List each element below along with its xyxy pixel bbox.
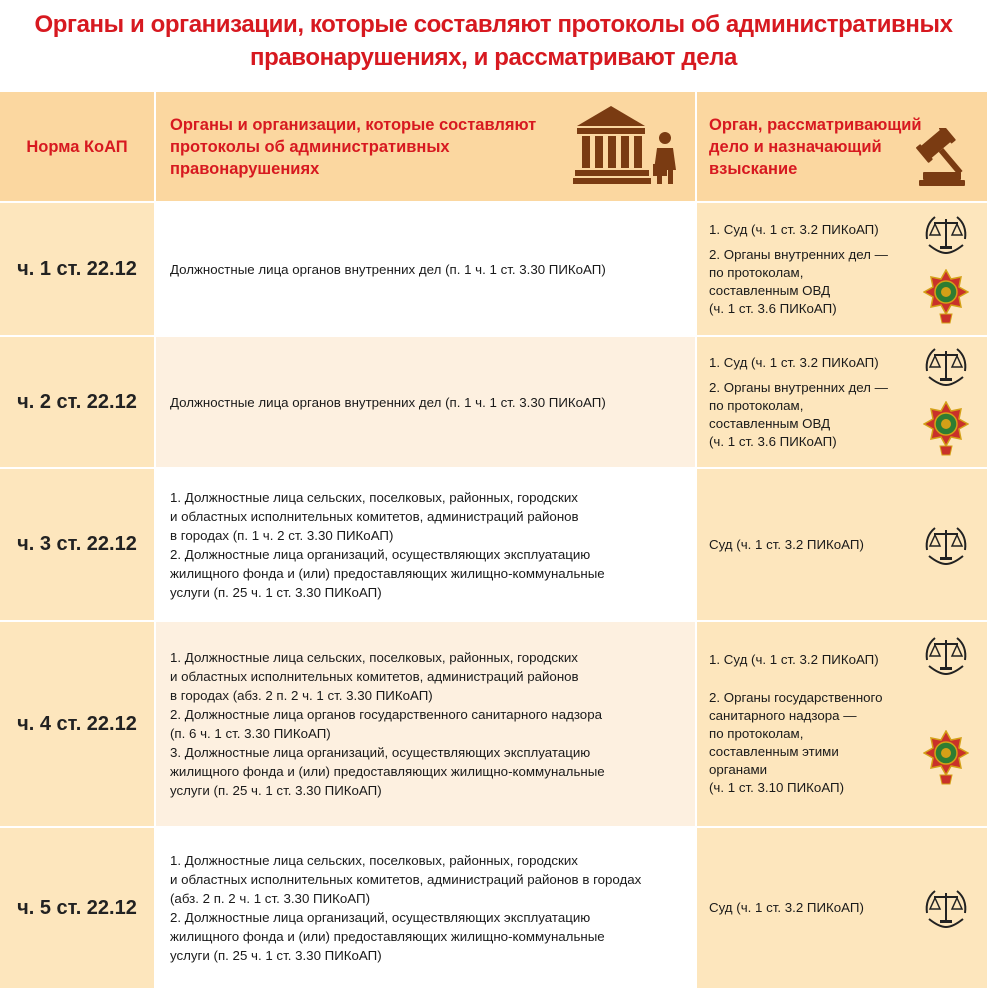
orgs-line: в городах (п. 1 ч. 2 ст. 3.30 ПИКоАП) [170,527,394,543]
scales-of-justice-icon [923,211,969,257]
orgs-line: 1. Должностные лица сельских, поселковых, районных, городских [170,489,578,505]
emblem-icon [923,401,969,457]
orgs-line: (абз. 2 п. 2 ч. 1 ст. 3.30 ПИКоАП) [170,891,370,906]
orgs-line: в городах (абз. 2 п. 2 ч. 1 ст. 3.30 ПИКоАП) [170,688,433,703]
header-orgs-label: Органы и организации, которые составляют протоколы об административных правонарушениях [170,115,537,178]
judge-line: по протоколам, [709,397,804,413]
judge-line: Суд (ч. 1 ст. 3.2 ПИКоАП) [709,536,864,552]
norm-cell: ч. 5 ст. 22.12 [0,827,155,988]
government-building-icon [573,104,681,186]
orgs-line: и областных исполнительных комитетов, администраций районов [170,669,579,684]
table-row [0,336,987,468]
judge-line: (ч. 1 ст. 3.6 ПИКоАП) [709,433,837,449]
judge-line: составленным ОВД [709,415,831,431]
orgs-cell [155,202,696,336]
orgs-line: жилищного фонда и (или) предоставляющих жилищно-коммунальные [170,929,605,944]
judge-cell [696,827,987,988]
table-header-row [0,92,987,202]
judge-cell [696,621,987,827]
orgs-line: 2. Должностные лица органов государственного санитарного надзора [170,707,602,722]
orgs-line: услуги (п. 25 ч. 1 ст. 3.30 ПИКоАП) [170,948,382,963]
judge-cell [696,202,987,336]
orgs-cell [155,621,696,827]
offenses-table [0,92,987,988]
scales-of-justice-icon [923,343,969,389]
header-judge [696,92,987,202]
orgs-line: услуги (п. 25 ч. 1 ст. 3.30 ПИКоАП) [170,584,382,600]
table-row [0,468,987,621]
title-line-1: Органы и организации, которые составляют протоколы об административных [34,11,953,38]
judge-line: санитарного надзора — [709,708,857,723]
judge-line: (ч. 1 ст. 3.10 ПИКоАП) [709,780,845,795]
judge-line: по протоколам, [709,726,804,741]
judge-line: (ч. 1 ст. 3.6 ПИКоАП) [709,300,837,316]
judge-line: органами [709,762,768,777]
scales-of-justice-icon [923,522,969,568]
judge-cell [696,336,987,468]
norm-cell: ч. 4 ст. 22.12 [0,621,155,827]
gavel-icon [913,128,971,186]
scales-of-justice-icon [923,632,969,678]
emblem-icon [923,730,969,786]
judge-line: 2. Органы внутренних дел — [709,379,888,395]
orgs-line: 2. Должностные лица организаций, осуществляющих эксплуатацию [170,546,591,562]
orgs-line: услуги (п. 25 ч. 1 ст. 3.30 ПИКоАП) [170,783,382,798]
document-title [0,0,987,92]
orgs-line: 3. Должностные лица организаций, осуществляющих эксплуатацию [170,745,591,760]
orgs-line: 2. Должностные лица организаций, осуществляющих эксплуатацию [170,910,591,925]
orgs-cell [155,827,696,988]
orgs-line: и областных исполнительных комитетов, администраций районов [170,508,579,524]
judge-line: составленным ОВД [709,282,831,298]
orgs-cell [155,468,696,621]
scales-of-justice-icon [923,885,969,931]
orgs-line: 1. Должностные лица сельских, поселковых, районных, городских [170,853,578,868]
judge-line: 2. Органы государственного [709,690,883,705]
orgs-line: и областных исполнительных комитетов, администраций районов в городах [170,872,642,887]
header-orgs [155,92,696,202]
orgs-line: Должностные лица органов внутренних дел (п. 1 ч. 1 ст. 3.30 ПИКоАП) [170,394,606,410]
orgs-line: жилищного фонда и (или) предоставляющих жилищно-коммунальные [170,565,605,581]
judge-line: составленным этими [709,744,839,759]
table-row [0,827,987,988]
judge-line: 2. Органы внутренних дел — [709,246,888,262]
judge-line: по протоколам, [709,264,804,280]
emblem-icon [923,269,969,325]
title-line-2: правонарушениях, и рассматривают дела [250,44,737,71]
judge-cell [696,468,987,621]
norm-cell: ч. 2 ст. 22.12 [0,336,155,468]
orgs-cell [155,336,696,468]
header-norm: Норма КоАП [0,92,155,202]
orgs-line: (п. 6 ч. 1 ст. 3.30 ПИКоАП) [170,726,331,741]
judge-line: Суд (ч. 1 ст. 3.2 ПИКоАП) [709,900,864,915]
judge-line: 1. Суд (ч. 1 ст. 3.2 ПИКоАП) [709,652,879,667]
judge-line: 1. Суд (ч. 1 ст. 3.2 ПИКоАП) [709,221,879,237]
norm-cell: ч. 3 ст. 22.12 [0,468,155,621]
orgs-line: Должностные лица органов внутренних дел (п. 1 ч. 1 ст. 3.30 ПИКоАП) [170,261,606,277]
header-judge-label: Орган, рассматривающий дело и назначающий взыскание [709,115,922,178]
orgs-line: 1. Должностные лица сельских, поселковых, районных, городских [170,650,578,665]
table-row [0,202,987,336]
orgs-line: жилищного фонда и (или) предоставляющих жилищно-коммунальные [170,764,605,779]
norm-cell: ч. 1 ст. 22.12 [0,202,155,336]
table-row [0,621,987,827]
judge-line: 1. Суд (ч. 1 ст. 3.2 ПИКоАП) [709,354,879,370]
